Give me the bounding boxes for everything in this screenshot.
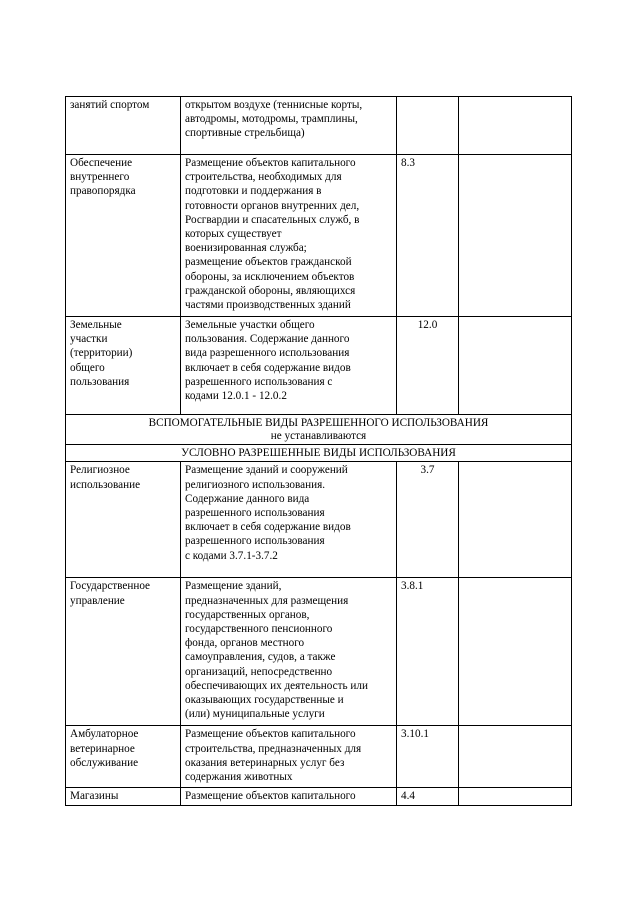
description-line: Земельные участки общего [185,319,315,331]
conditional-heading-text: УСЛОВНО РАЗРЕШЕННЫЕ ВИДЫ ИСПОЛЬЗОВАНИЯ [181,447,456,460]
auxiliary-uses-heading [66,415,572,445]
description-line: организаций, непосредственно [185,665,333,678]
use-name-line: (территории) [70,347,133,360]
description-line: Размещение объектов капитального [185,790,356,803]
auxiliary-heading-text: ВСПОМОГАТЕЛЬНЫЕ ВИДЫ РАЗРЕШЕННОГО ИСПОЛЬЗОВАНИЯ [148,417,489,429]
description-line: строительства, предназначенных для [185,742,362,755]
description-line: фонда, органов местного [185,637,305,650]
description-cell [181,462,397,578]
description-line: Размещение зданий, [185,580,282,593]
use-name-line: Религиозное [70,464,130,477]
description-line: Содержание данного вида [185,492,310,505]
table-row [66,97,572,155]
code-cell [397,726,459,788]
description-line: оказывающих государственные и [185,694,344,707]
description-line: размещение объектов гражданской [185,256,352,269]
use-code: 3.10.1 [401,728,429,741]
use-name-line: Земельные [70,319,122,331]
use-name-line: внутреннего [70,171,130,184]
section-heading-row [66,415,572,445]
table-row [66,317,572,415]
description-line: разрешенного использования [185,535,325,548]
table-row [66,462,572,578]
code-cell [397,155,459,317]
use-name-cell [66,317,181,415]
notes-cell [459,726,572,788]
conditional-uses-heading [66,445,572,462]
description-line: гражданской обороны, являющихся [185,284,356,297]
description-line: государственных органов, [185,608,310,621]
description-line: содержания животных [185,771,293,784]
table-row [66,788,572,805]
description-line: государственного пенсионного [185,623,333,636]
section-heading-row [66,445,572,462]
notes-cell [459,462,572,578]
use-code: 8.3 [401,157,415,169]
description-line: (или) муниципальные услуги [185,708,325,721]
description-line: Росгвардии и спасательных служб, в [185,213,360,226]
description-cell [181,155,397,317]
use-name-line: правопорядка [70,185,136,198]
use-name-line: обслуживание [70,756,139,769]
description-line: вида разрешенного использования [185,347,350,360]
land-use-table [65,96,572,806]
notes-cell [459,97,572,155]
use-name-line: Обеспечение [70,157,133,169]
description-line: спортивные стрельбища) [185,127,305,140]
use-name-line: общего [70,361,105,374]
use-name-cell [66,462,181,578]
use-code: 4.4 [401,790,415,803]
description-line: подготовки и поддержания в [185,185,322,198]
notes-cell [459,578,572,726]
description-line: включает в себя содержание видов [185,361,351,374]
description-line: разрешенного использования [185,507,325,520]
description-line: строительства, необходимых для [185,171,342,184]
description-line: открытом воздухе (теннисные корты, [185,99,363,111]
use-name-line: пользования [70,375,130,388]
description-cell [181,97,397,155]
description-line: Размещение зданий и сооружений [185,464,348,477]
description-line: частями производственных зданий [185,299,351,312]
table-row [66,578,572,726]
use-name-cell [66,726,181,788]
table-row [66,726,572,788]
notes-cell [459,317,572,415]
description-line: предназначенных для размещения [185,594,349,607]
description-line: Размещение объектов капитального [185,728,356,741]
use-name-line: управление [70,594,125,607]
use-name-cell [66,155,181,317]
description-cell [181,578,397,726]
use-name-cell [66,578,181,726]
description-line: автодромы, мотодромы, трамплины, [185,113,358,126]
description-cell [181,317,397,415]
description-line: оказания ветеринарных услуг без [185,756,345,769]
use-name-line: использование [70,478,141,491]
auxiliary-note-text: не устанавливаются [270,430,367,443]
notes-cell [459,788,572,805]
description-line: военизированная служба; [185,242,307,255]
notes-cell [459,155,572,317]
description-line: включает в себя содержание видов [185,521,351,534]
use-code: 3.7 [420,464,435,477]
use-name-line: Магазины [70,790,119,803]
description-cell [181,788,397,805]
description-line: обороны, за исключением объектов [185,270,355,283]
use-name-cell [66,97,181,155]
code-cell [397,97,459,155]
description-line: пользования. Содержание данного [185,333,350,346]
description-line: которых существует [185,228,282,241]
use-name-line: Амбулаторное [70,728,139,741]
use-code: 12.0 [417,319,438,331]
description-line: разрешенного использования с [185,375,333,388]
use-name-line: занятий спортом [70,99,150,111]
use-code: 3.8.1 [401,580,424,593]
code-cell [397,788,459,805]
code-cell [397,578,459,726]
description-line: Размещение объектов капитального [185,157,356,169]
use-name-line: Государственное [70,580,151,593]
use-name-line: участки [70,333,108,346]
description-line: готовности органов внутренних дел, [185,199,360,212]
description-cell [181,726,397,788]
description-line: кодами 12.0.1 - 12.0.2 [185,390,287,403]
table-row [66,155,572,317]
use-name-cell [66,788,181,805]
description-line: с кодами 3.7.1-3.7.2 [185,549,278,562]
description-line: самоуправления, судов, а также [185,651,336,664]
description-line: обеспечивающих их деятельность или [185,679,368,692]
use-name-line: ветеринарное [70,742,135,755]
description-line: религиозного использования. [185,478,326,491]
code-cell [397,317,459,415]
code-cell [397,462,459,578]
